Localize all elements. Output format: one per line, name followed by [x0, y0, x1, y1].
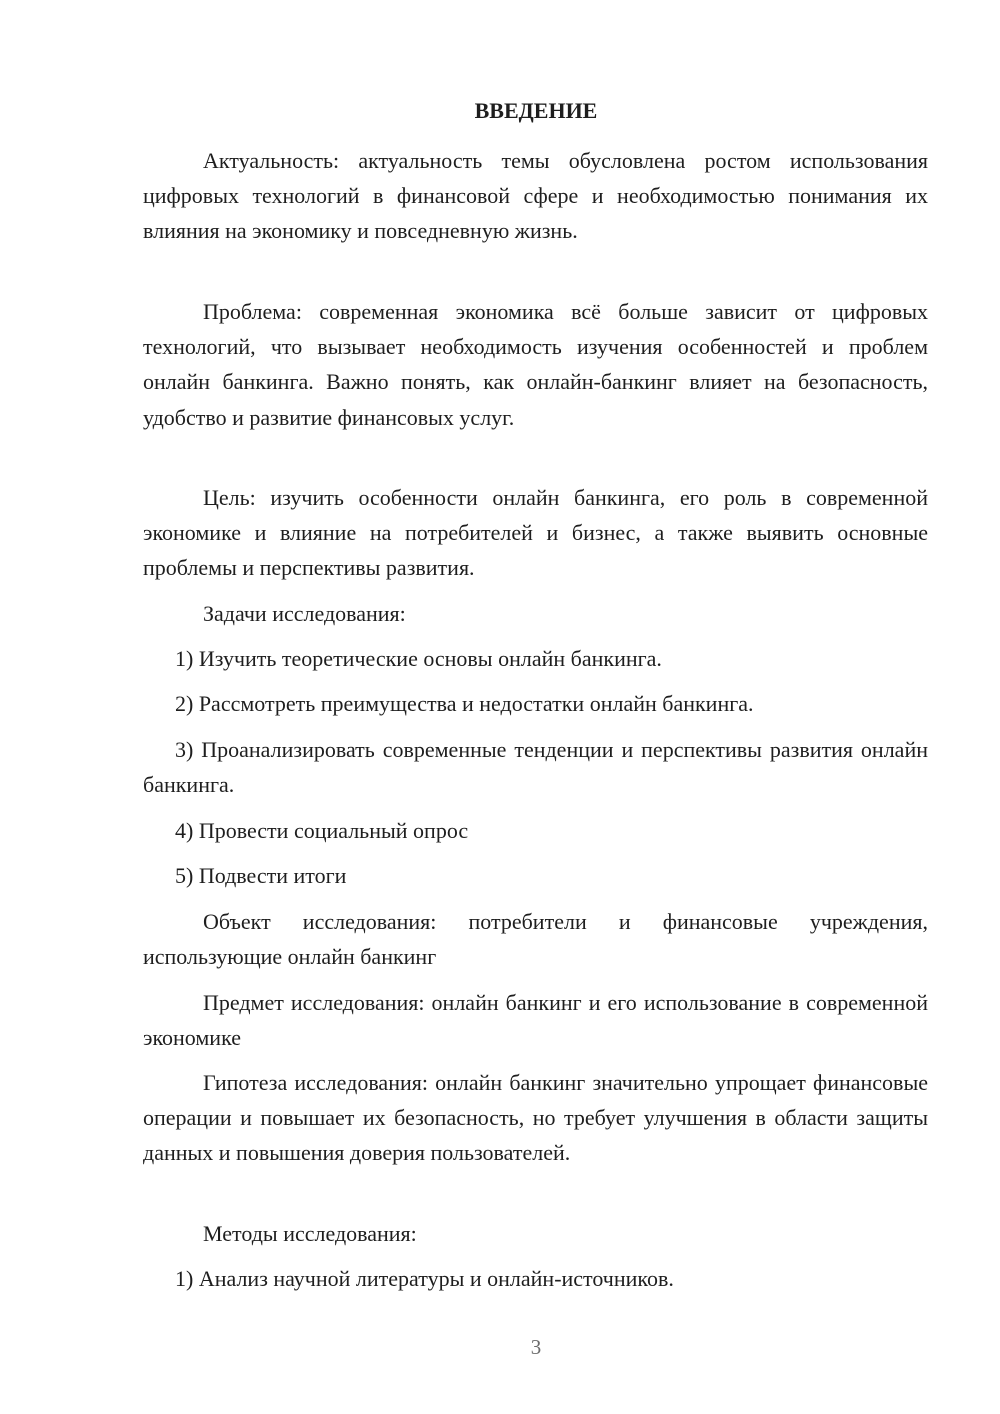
page-title: ВВЕДЕНИЕ — [474, 98, 598, 123]
task-item-2: 2) Рассмотреть преимущества и недостатки онлайн банкинга. — [175, 691, 754, 716]
tasks-heading: Задачи исследования: — [203, 601, 406, 626]
problem-paragraph: Проблема: современная экономика всё больше зависит от цифровых технологий, что вызывает необходимость изучения особенностей и проблем онлайн банкинга. Важно понять, как онлайн-банкинг влияет на безопасность, удобство и развитие финансовых услуг. — [143, 299, 928, 430]
methods-heading: Методы исследования: — [203, 1221, 417, 1246]
method-item-1: 1) Анализ научной литературы и онлайн-источников. — [175, 1266, 674, 1291]
object-paragraph: Объект исследования: потребители и финансовые учреждения, использующие онлайн банкинг — [143, 909, 928, 970]
task-item-3: 3) Проанализировать современные тенденции и перспективы развития онлайн банкинга. — [143, 737, 928, 798]
subject-paragraph: Предмет исследования: онлайн банкинг и его использование в современной экономике — [143, 990, 928, 1051]
page-number: 3 — [530, 1335, 542, 1359]
goal-paragraph: Цель: изучить особенности онлайн банкинга, его роль в современной экономике и влияние на потребителей и бизнес, а также выявить основные проблемы и перспективы развития. — [143, 485, 928, 581]
hypothesis-paragraph: Гипотеза исследования: онлайн банкинг значительно упрощает финансовые операции и повышает их безопасность, но требует улучшения в области защиты данных и повышения доверия пользователей. — [143, 1070, 928, 1166]
task-item-4: 4) Провести социальный опрос — [175, 818, 469, 843]
relevance-paragraph: Актуальность: актуальность темы обусловлена ростом использования цифровых технологий в финансовой сфере и необходимостью понимания их влияния на экономику и повседневную жизнь. — [143, 148, 928, 244]
task-item-5: 5) Подвести итоги — [175, 863, 347, 888]
task-item-1: 1) Изучить теоретические основы онлайн банкинга. — [175, 646, 662, 671]
